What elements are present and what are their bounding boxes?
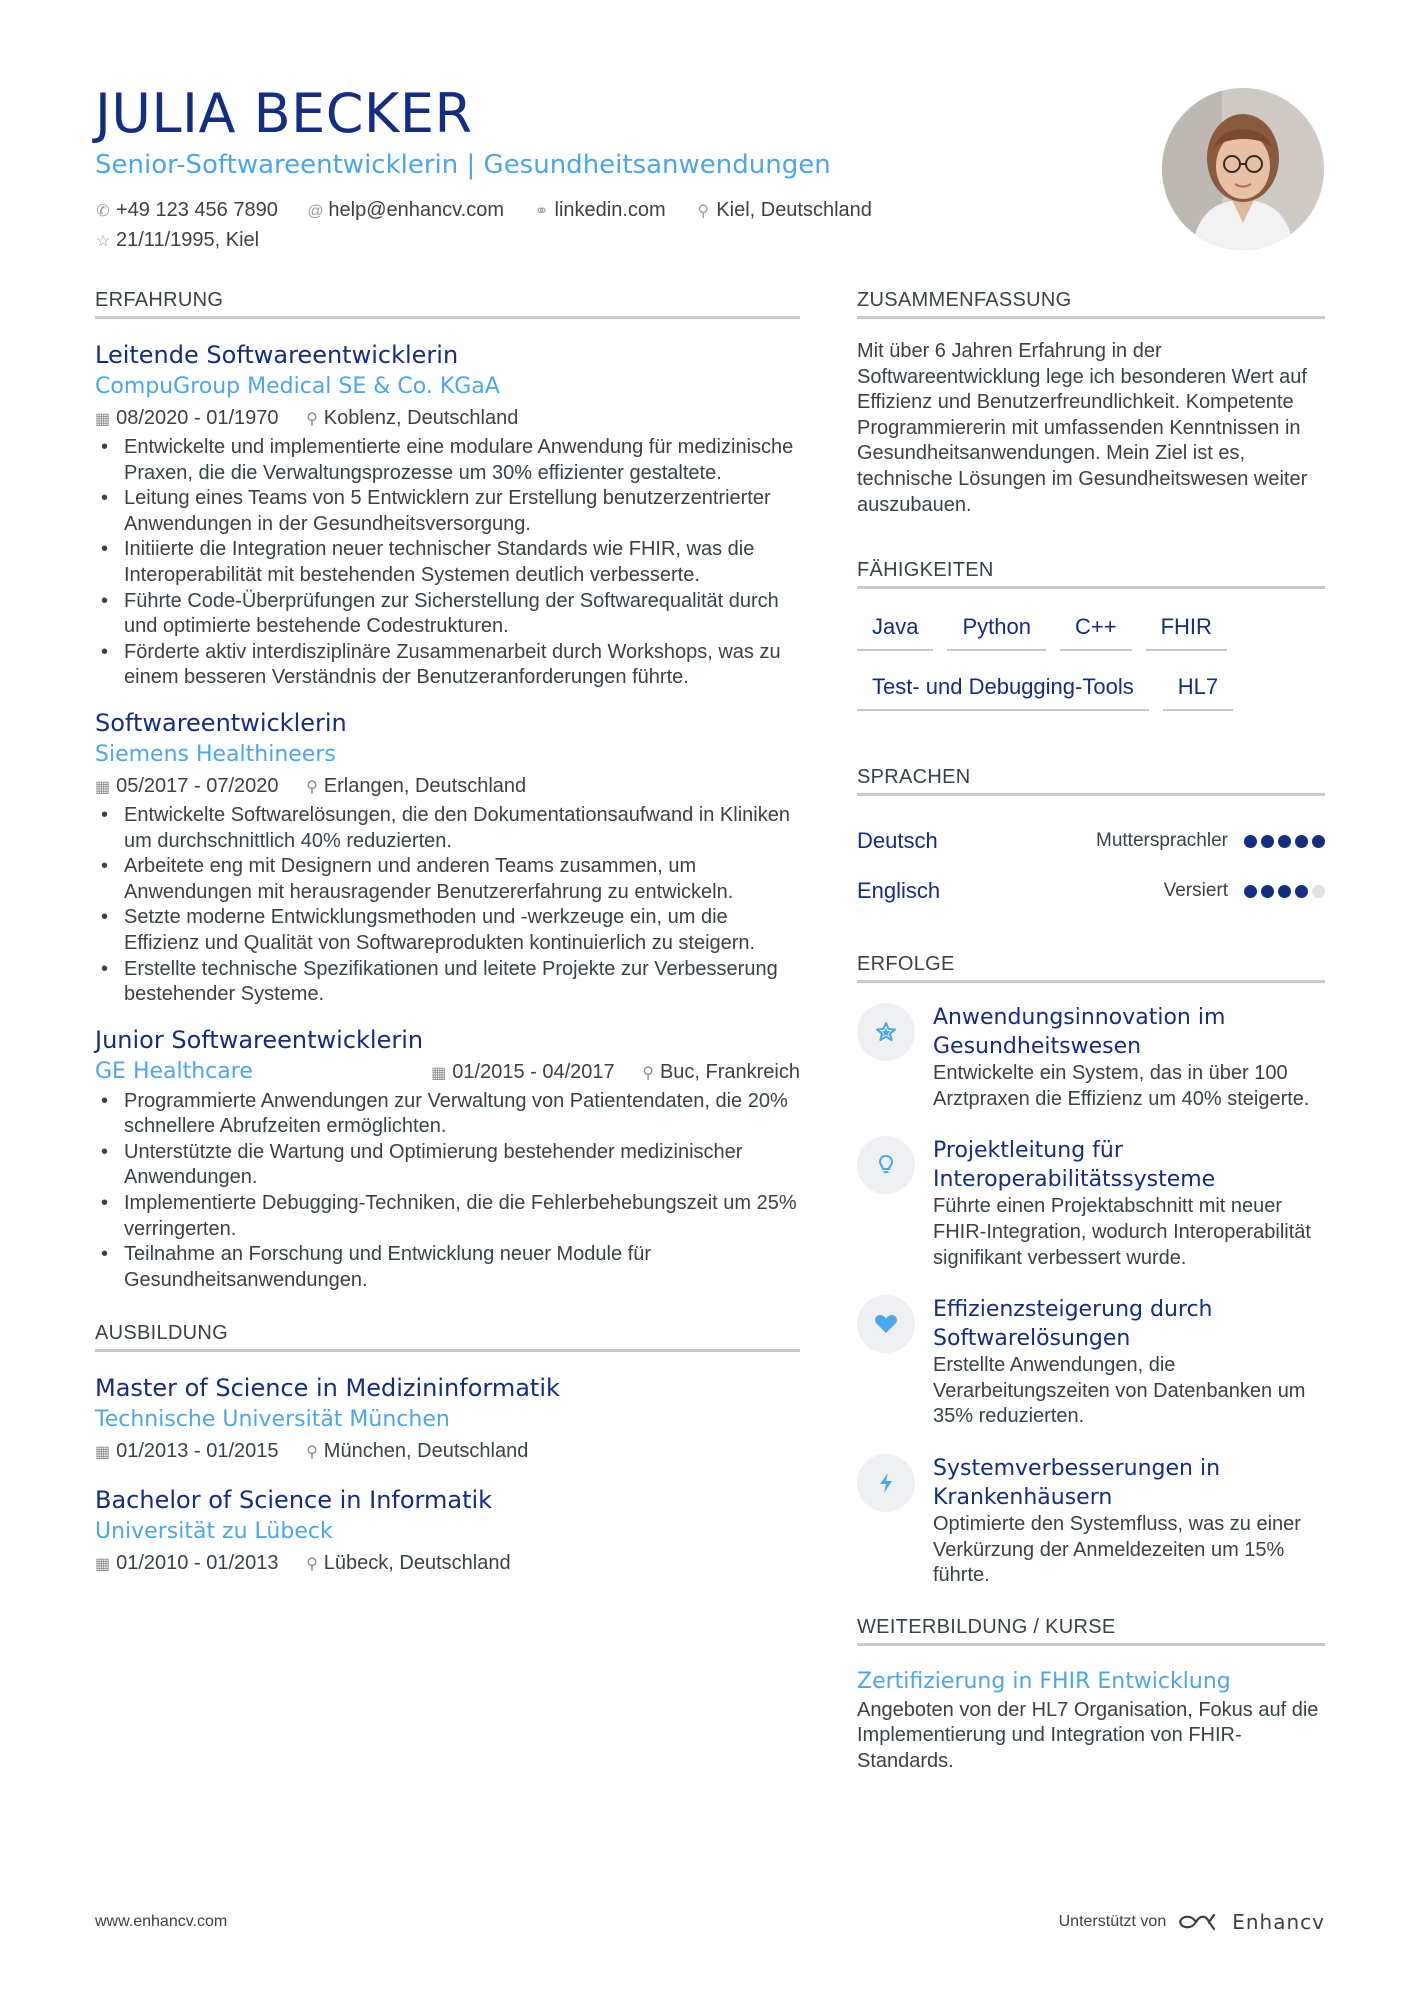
job-title: Softwareentwicklerin [95, 708, 347, 737]
experience-entry [95, 707, 800, 1008]
achievement-title: Projektleitung für Interoperabilitätssysteme [933, 1138, 1216, 1193]
list-item: • Führte Code-Überprüfungen zur Sicherstellung der Softwarequalität durch und optimierte bestehende Codestrukturen. [95, 589, 800, 640]
phone-icon: ✆ [96, 203, 110, 220]
achievement-text: Erstellte Anwendungen, die Verarbeitungszeiten von Datenbanken um 35% reduzierten. [933, 1354, 1306, 1428]
course-title: Zertifizierung in FHIR Entwicklung [857, 1668, 1231, 1694]
achievement-entry [857, 1454, 1325, 1589]
job-bullets [95, 435, 800, 691]
education-entry [95, 1372, 800, 1468]
contact-birth: ☆ 21/11/1995, Kiel [95, 226, 259, 256]
skill-tag: FHIR [1146, 609, 1227, 651]
powered-by-label: Unterstützt von [1058, 1913, 1167, 1930]
summary-text: Mit über 6 Jahren Erfahrung in der Softwareentwicklung lege ich besonderen Wert auf Effizienz und Benutzerfreundlichkeit. Kompetente Programmiererin mit umfassenden Kenntnissen in Gesundheitsanwendungen. Mein Ziel ist es, technische Lösungen im Gesundheitswesen weiter auszubauen. [857, 340, 1308, 516]
enhancv-logo-icon [1176, 1911, 1222, 1933]
skill-tag: HL7 [1163, 669, 1233, 711]
experience-entry [95, 1024, 800, 1294]
list-item: • Arbeitete eng mit Designern und anderen Teams zusammen, um Anwendungen mit herausragender Benutzererfahrung zu entwickeln. [95, 854, 800, 905]
company-name: Siemens Healthineers [95, 741, 336, 767]
calendar-icon: ▦ [95, 1556, 111, 1574]
courses-heading: WEITERBILDUNG / KURSE [857, 1615, 1325, 1646]
bolt-icon [857, 1454, 915, 1512]
achievements-heading: ERFOLGE [857, 952, 1325, 983]
page-footer [95, 1910, 1325, 1934]
degree-title: Bachelor of Science in Informatik [95, 1486, 493, 1515]
company-name: CompuGroup Medical SE & Co. KGaA [95, 374, 500, 399]
rating-dot [1312, 885, 1325, 898]
candidate-name: JULIA BECKER [95, 82, 473, 145]
list-item: • Initiierte die Integration neuer technischer Standards wie FHIR, was die Interoperabilität mit bestehenden Systemen deutlich verbesserte. [95, 537, 800, 588]
job-meta: ▦ 05/2017 - 07/2020 ⚲ Erlangen, Deutschland [95, 774, 527, 797]
rating-dot [1261, 835, 1274, 848]
job-bullets [95, 803, 800, 1008]
achievement-entry [857, 1003, 1325, 1112]
location-pin-icon: ⚲ [306, 778, 318, 796]
achievement-entry [857, 1136, 1325, 1271]
course-text: Angeboten von der HL7 Organisation, Fokus auf die Implementierung und Integration von FHIR-Standards. [857, 1698, 1319, 1772]
experience-entry [95, 339, 800, 691]
achievement-text: Entwickelte ein System, das in über 100 Arztpraxen die Effizienz um 40% steigerte. [933, 1062, 1310, 1110]
achievement-title: Systemverbesserungen in Krankenhäusern [933, 1455, 1221, 1510]
language-row [857, 816, 1325, 866]
education-meta: ▦ 01/2010 - 01/2013 ⚲ Lübeck, Deutschland [95, 1552, 511, 1575]
location-pin-icon: ⚲ [306, 411, 318, 428]
rating-dot [1312, 835, 1325, 848]
summary-heading: ZUSAMMENFASSUNG [857, 288, 1325, 319]
language-name: Englisch [857, 878, 941, 904]
course-entry [857, 1666, 1325, 1775]
job-meta: ▦ 08/2020 - 01/1970 ⚲ Koblenz, Deutschland [95, 407, 519, 429]
company-name: GE Healthcare [95, 1058, 253, 1084]
star-icon [857, 1003, 915, 1061]
list-item: • Implementierte Debugging-Techniken, die die Fehlerbehebungszeit um 25% verringerten. [95, 1191, 800, 1242]
education-heading: AUSBILDUNG [95, 1321, 800, 1352]
contact-list [95, 196, 1075, 256]
language-row [857, 866, 1325, 916]
location-pin-icon: ⚲ [306, 1556, 318, 1574]
achievement-title: Anwendungsinnovation im Gesundheitswesen [933, 1005, 1226, 1060]
right-column [857, 288, 1325, 1774]
skill-tag: C++ [1060, 609, 1132, 651]
footer-website[interactable]: www.enhancv.com [95, 1913, 228, 1930]
list-item: • Programmierte Anwendungen zur Verwaltung von Patientendaten, die 20% schnellere Abrufzeiten ermöglichten. [95, 1089, 800, 1140]
language-level: Muttersprachler [1096, 830, 1228, 852]
contact-location: ⚲ Kiel, Deutschland [695, 196, 872, 226]
lightbulb-icon [857, 1136, 915, 1194]
candidate-subtitle: Senior-Softwareentwicklerin | Gesundheitsanwendungen [95, 150, 831, 180]
profile-photo [1162, 88, 1324, 250]
achievement-text: Optimierte den Systemfluss, was zu einer Verkürzung der Anmeldezeiten um 15% führte. [933, 1512, 1301, 1587]
list-item: • Entwickelte Softwarelösungen, die den Dokumentationsaufwand in Kliniken um durchschnittlich 40% reduzierten. [95, 803, 800, 854]
calendar-icon: ▦ [95, 778, 111, 796]
heart-icon [857, 1295, 915, 1353]
rating-dot [1244, 885, 1257, 898]
powered-by [1059, 1910, 1325, 1934]
language-name: Deutsch [857, 828, 938, 854]
job-title: Leitende Softwareentwicklerin [95, 341, 459, 369]
skills-heading: FÄHIGKEITEN [857, 558, 1325, 589]
left-column [95, 288, 800, 1596]
achievement-text: Führte einen Projektabschnitt mit neuer FHIR-Integration, wodurch Interoperabilität signifikant verbessert wurde. [933, 1195, 1311, 1269]
rating-dot [1295, 885, 1308, 898]
job-bullets [95, 1089, 800, 1294]
language-rating [1244, 835, 1325, 848]
contact-linkedin[interactable]: ⚭ linkedin.com [534, 196, 666, 226]
list-item: • Setzte moderne Entwicklungsmethoden und -werkzeuge ein, um die Effizienz und Qualität von Softwareprodukten kontinuierlich zu steigern. [95, 905, 800, 956]
languages-list [857, 816, 1325, 916]
experience-heading: ERFAHRUNG [95, 288, 800, 319]
calendar-icon: ▦ [95, 1444, 111, 1462]
list-item: • Entwickelte und implementierte eine modulare Anwendung für medizinische Praxen, die die Verwaltungsprozesse um 30% effizienter gestaltete. [95, 435, 800, 486]
calendar-icon: ▦ [95, 411, 111, 428]
list-item: • Förderte aktiv interdisziplinäre Zusammenarbeit durch Workshops, was zu einem besseren Verständnis der Benutzeranforderungen führte. [95, 640, 800, 691]
list-item: • Unterstützte die Wartung und Optimierung bestehender medizinischer Anwendungen. [95, 1140, 800, 1191]
location-pin-icon: ⚲ [697, 203, 710, 220]
at-icon: @ [307, 203, 324, 220]
achievement-title: Effizienzsteigerung durch Softwarelösungen [933, 1297, 1213, 1352]
list-item: • Teilnahme an Forschung und Entwicklung neuer Module für Gesundheitsanwendungen. [95, 1242, 800, 1293]
contact-phone: ✆ +49 123 456 7890 [95, 196, 278, 226]
skill-tag: Test- und Debugging-Tools [857, 669, 1149, 711]
list-item: • Leitung eines Teams von 5 Entwicklern zur Erstellung benutzerzentrierter Anwendungen in der Gesundheitsversorgung. [95, 486, 800, 537]
calendar-icon: ▦ [431, 1064, 447, 1082]
rating-dot [1278, 835, 1291, 848]
language-level: Versiert [1163, 880, 1228, 902]
resume-header [95, 82, 1135, 256]
link-icon: ⚭ [534, 203, 549, 220]
job-title: Junior Softwareentwicklerin [95, 1025, 424, 1054]
rating-dot [1295, 835, 1308, 848]
avatar [1162, 88, 1324, 250]
star-outline-icon: ☆ [95, 233, 111, 250]
company-row [95, 1056, 800, 1089]
contact-email[interactable]: @ help@enhancv.com [307, 196, 504, 226]
education-meta: ▦ 01/2013 - 01/2015 ⚲ München, Deutschland [95, 1440, 529, 1463]
rating-dot [1278, 885, 1291, 898]
education-entry [95, 1484, 800, 1580]
language-rating [1244, 885, 1325, 898]
languages-heading: SPRACHEN [857, 765, 1325, 796]
school-name: Technische Universität München [95, 1407, 450, 1433]
skill-tag: Python [947, 609, 1046, 651]
skills-list [857, 609, 1325, 729]
rating-dot [1244, 835, 1257, 848]
job-meta: ▦ 01/2015 - 04/2017 ⚲ Buc, Frankreich [431, 1060, 800, 1083]
list-item: • Erstellte technische Spezifikationen und leitete Projekte zur Verbesserung bestehender Systeme. [95, 957, 800, 1008]
rating-dot [1261, 885, 1274, 898]
school-name: Universität zu Lübeck [95, 1519, 333, 1545]
skill-tag: Java [857, 609, 933, 651]
degree-title: Master of Science in Medizininformatik [95, 1374, 560, 1403]
location-pin-icon: ⚲ [642, 1064, 654, 1082]
achievement-entry [857, 1295, 1325, 1430]
location-pin-icon: ⚲ [306, 1444, 318, 1462]
brand-name: Enhancv [1232, 1910, 1325, 1934]
